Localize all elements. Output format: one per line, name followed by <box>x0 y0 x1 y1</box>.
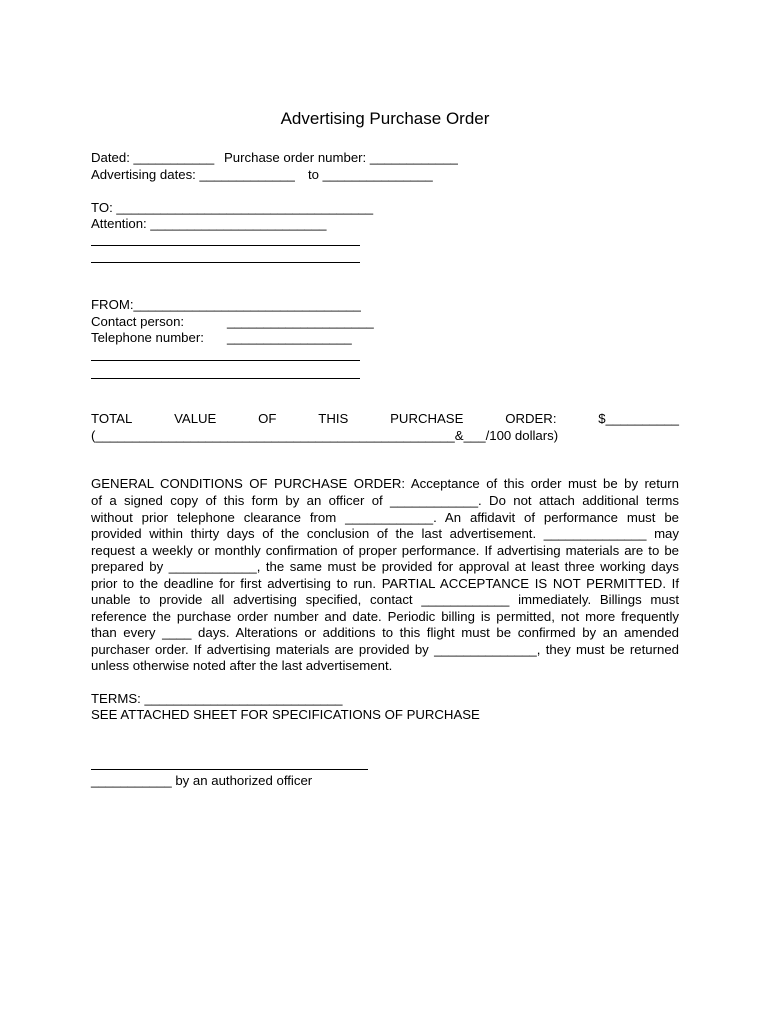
conditions-line-4: provided within thirty days of the conclusion of the last advertisement. ______________ may <box>91 526 679 541</box>
to-label: TO: ___________________________________ <box>91 200 374 215</box>
po-number-label: Purchase order number: ____________ <box>224 150 458 165</box>
total-dollars-written-field[interactable]: (_________________________________________________&___/100 dollars) <box>91 428 559 443</box>
from-address-line-1[interactable] <box>91 360 360 361</box>
conditions-line-10: than every ____ days. Alterations or additions to this flight must be confirmed by an amended <box>91 625 679 640</box>
dated-label: Dated: ___________ <box>91 150 215 165</box>
advertising-dates-label: Advertising dates: _____________ <box>91 167 295 182</box>
telephone-number-label: Telephone number: <box>91 330 204 345</box>
total-word-4: THIS <box>318 411 349 426</box>
attention-label: Attention: ________________________ <box>91 216 327 231</box>
terms-field[interactable]: TERMS: ___________________________ <box>91 691 343 706</box>
total-value-row <box>91 411 679 427</box>
conditions-line-12: unless otherwise noted after the last advertisement. <box>91 658 393 673</box>
conditions-line-3: without prior telephone clearance from ____________. An affidavit of performance must be <box>91 510 679 525</box>
dated-field[interactable] <box>91 150 214 166</box>
see-attached-note: SEE ATTACHED SHEET FOR SPECIFICATIONS OF PURCHASE <box>91 707 480 722</box>
po-number-field[interactable] <box>224 150 458 166</box>
total-word-1: TOTAL <box>91 411 133 426</box>
telephone-number-field[interactable]: _________________ <box>227 330 352 345</box>
conditions-line-2: of a signed copy of this form by an officer of ____________. Do not attach additional terms <box>91 493 679 508</box>
total-word-6: ORDER: <box>505 411 557 426</box>
conditions-line-7: prior to the deadline for first advertising to run. PARTIAL ACCEPTANCE IS NOT PERMITTED. If <box>91 576 679 591</box>
advertising-dates-to-label: to _______________ <box>308 167 433 182</box>
conditions-line-5: request a weekly or monthly confirmation of proper performance. If advertising materials are to be <box>91 543 679 558</box>
to-field[interactable] <box>91 200 373 216</box>
from-field[interactable] <box>91 297 361 313</box>
contact-person-label: Contact person: <box>91 314 185 329</box>
from-label: FROM:_______________________________ <box>91 297 361 312</box>
document-title: Advertising Purchase Order <box>280 109 490 128</box>
to-address-line-2[interactable] <box>91 262 360 263</box>
authorized-officer-field[interactable]: ___________ by an authorized officer <box>91 773 313 788</box>
total-word-2: VALUE <box>174 411 217 426</box>
conditions-line-11: purchaser order. If advertising materials are provided by ______________, they must be returned <box>91 642 679 657</box>
conditions-line-1: GENERAL CONDITIONS OF PURCHASE ORDER: Acceptance of this order must be by return <box>91 476 679 491</box>
total-amount-field[interactable]: $__________ <box>598 411 679 426</box>
from-address-line-2[interactable] <box>91 378 360 379</box>
advertising-dates-to-field[interactable] <box>308 167 433 183</box>
signature-line[interactable] <box>91 769 368 770</box>
total-word-3: OF <box>258 411 277 426</box>
conditions-line-8: unable to provide all advertising specified, contact ____________ immediately. Billings must <box>91 592 679 607</box>
to-address-line-1[interactable] <box>91 245 360 246</box>
conditions-line-9: reference the purchase order number and date. Periodic billing is permitted, not more frequently <box>91 609 679 624</box>
advertising-dates-field[interactable] <box>91 167 295 183</box>
total-word-5: PURCHASE <box>390 411 464 426</box>
contact-person-field[interactable]: ____________________ <box>227 314 374 329</box>
conditions-line-6: prepared by ____________, the same must be provided for approval at least three working days <box>91 559 679 574</box>
attention-field[interactable] <box>91 216 326 232</box>
